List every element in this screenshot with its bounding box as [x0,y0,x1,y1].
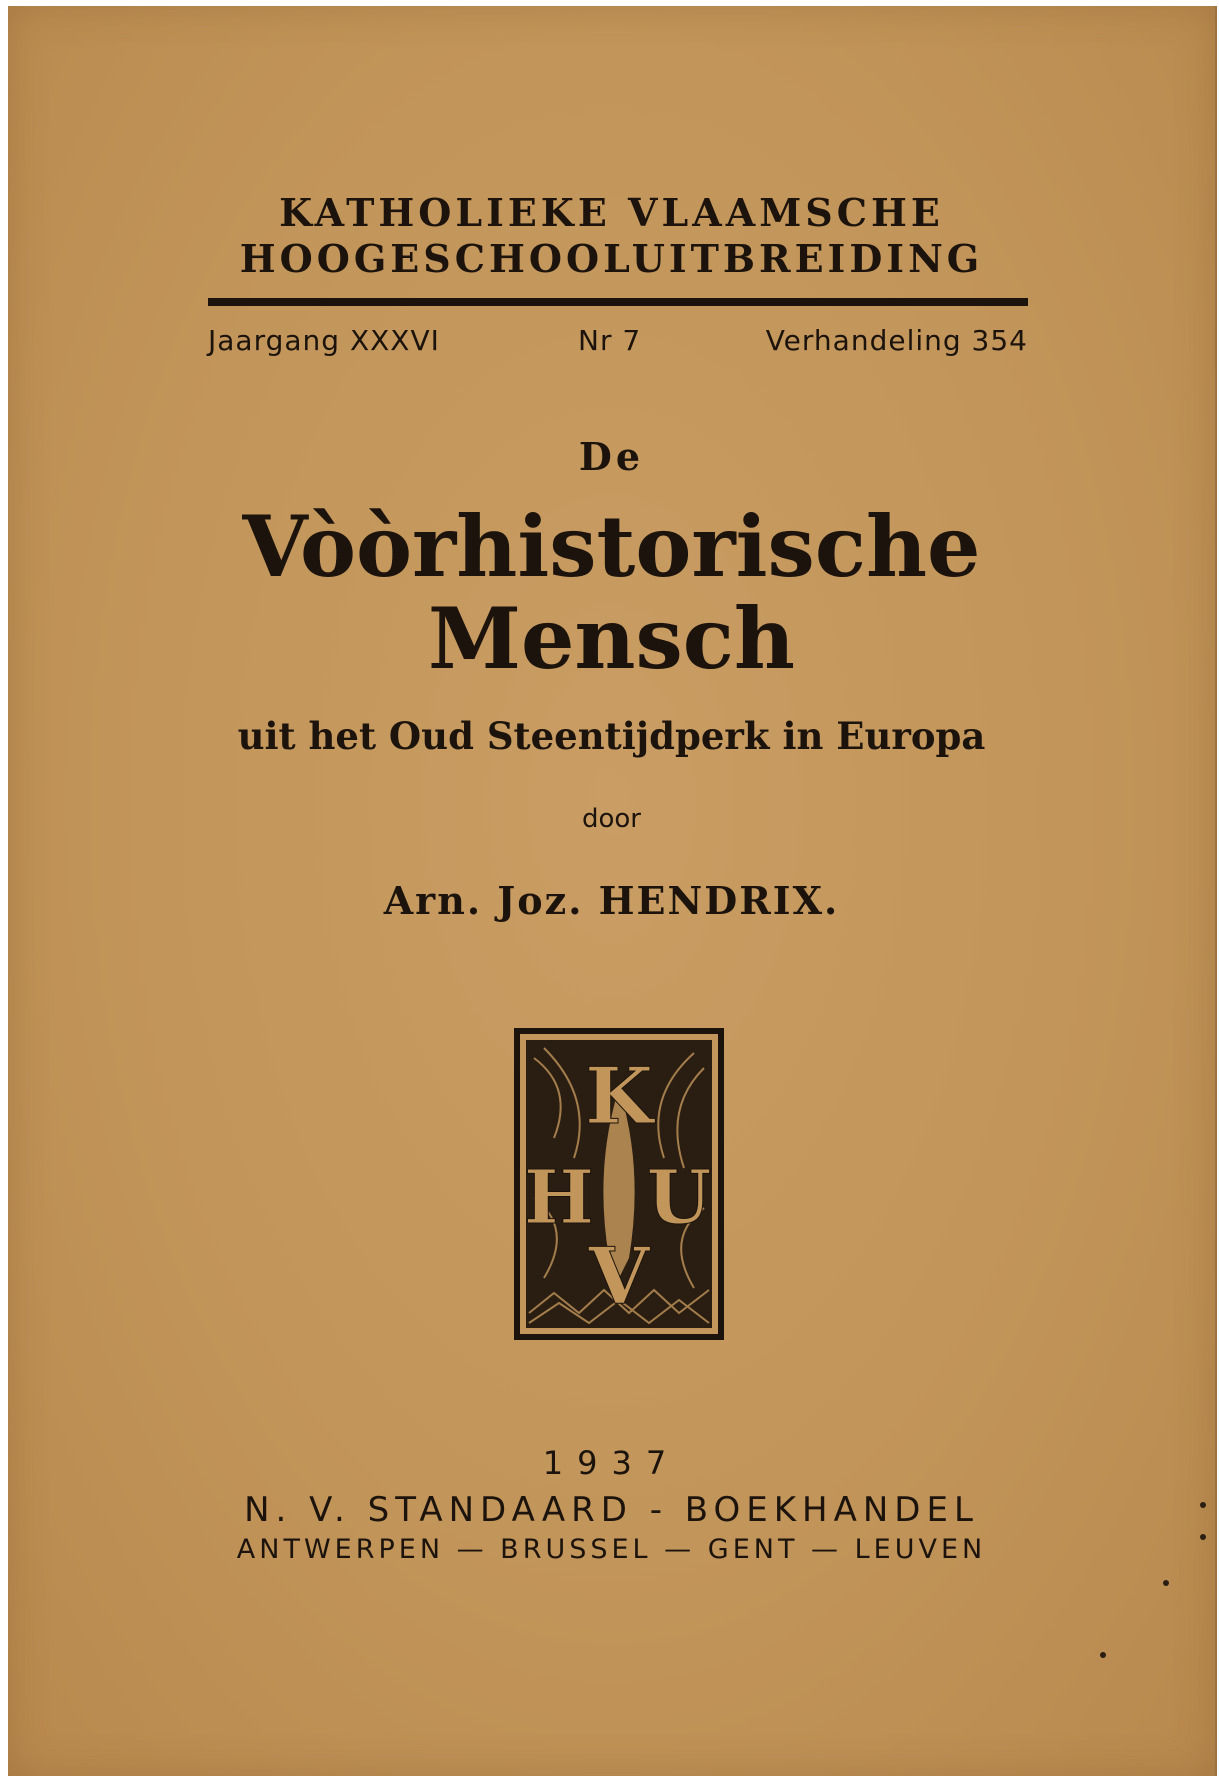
publication-year: 1937 [542,1444,681,1482]
emblem-letter-h: H [524,1155,594,1241]
header-divider [208,298,1028,306]
paper-spot [1200,1534,1206,1540]
book-subtitle: uit het Oud Steentijdperk in Europa [237,714,986,758]
emblem-letter-u: U [646,1155,712,1241]
book-cover [8,6,1217,1776]
publisher-name: N. V. STANDAARD - BOEKHANDEL [244,1490,979,1530]
book-title [8,497,1215,688]
byline-door: door [581,804,641,834]
title-line-1: Vòòrhistorische [242,497,981,596]
series-line-2: HOOGESCHOOLUITBREIDING [239,236,984,281]
emblem-letter-v: V [588,1231,650,1322]
issue-meta [208,324,1028,364]
emblem-letter-k: K [585,1051,653,1142]
paper-spot [1100,1652,1106,1658]
issue-number: Nr 7 [578,324,642,357]
title-line-2: Mensch [427,589,795,688]
author-name: Arn. Joz. HENDRIX. [383,878,840,923]
paper-spot [1200,1502,1206,1508]
jaargang-label: Jaargang XXXVI [208,324,440,357]
series-line-1: KATHOLIEKE VLAAMSCHE [279,190,944,235]
title-article: De [578,434,645,479]
verhandeling-label: Verhandeling 354 [765,324,1028,357]
paper-spot [1163,1580,1169,1586]
publisher-cities: ANTWERPEN — BRUSSEL — GENT — LEUVEN [236,1534,987,1565]
khuv-monogram-icon [514,1028,724,1340]
series-title [8,190,1215,282]
